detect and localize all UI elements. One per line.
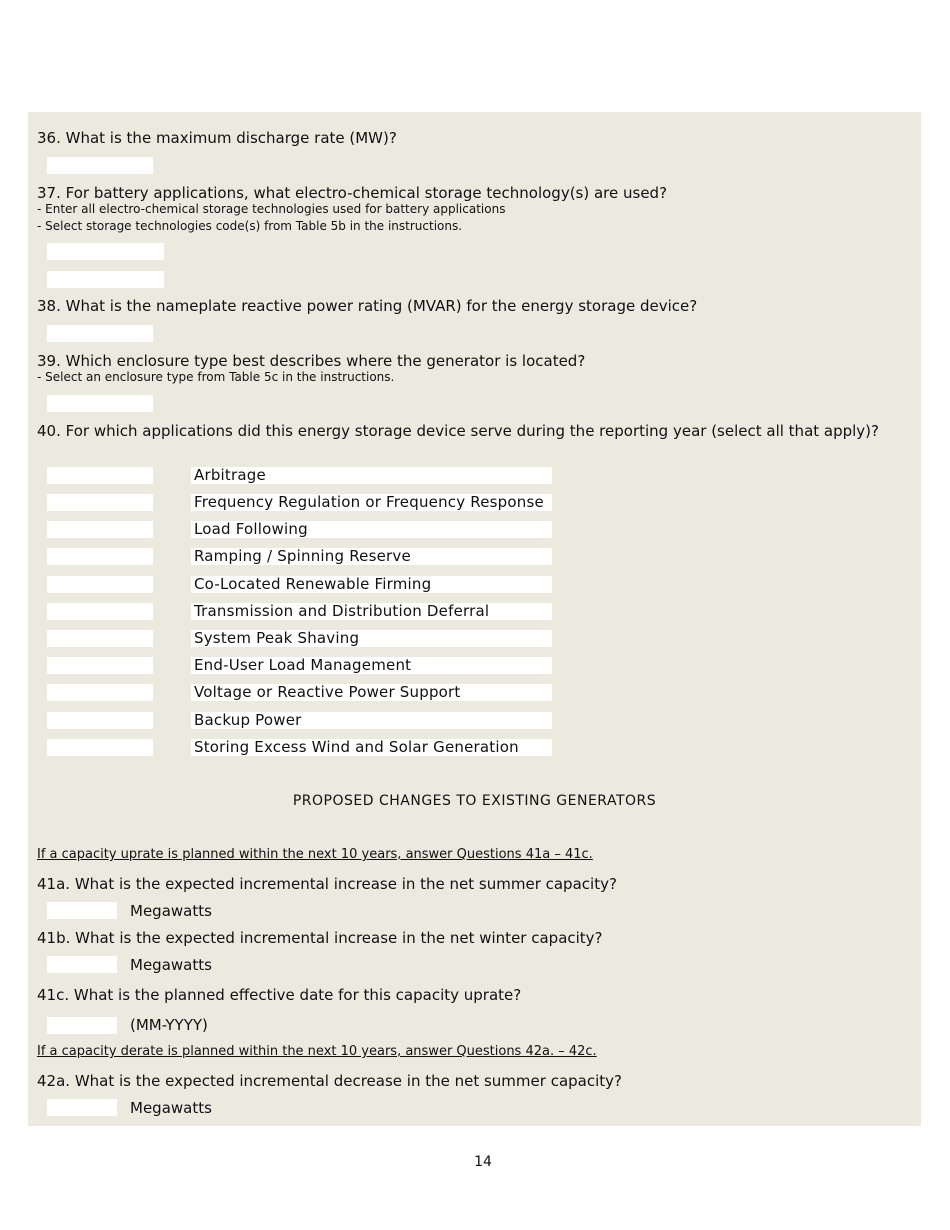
option-checkbox-arbitrage[interactable] [47,467,153,484]
q41c-input[interactable] [47,1017,117,1034]
option-label: End-User Load Management [191,657,552,674]
option-label: Frequency Regulation or Frequency Response [191,494,552,511]
option-checkbox-frequency-regulation[interactable] [47,494,153,511]
q38-input[interactable] [47,325,153,342]
q41c-unit: (MM-YYYY) [130,1016,208,1034]
option-label: Storing Excess Wind and Solar Generation [191,739,552,756]
question-41c: 41c. What is the planned effective date for this capacity uprate? [37,986,522,1004]
option-label: Load Following [191,521,552,538]
q41b-unit: Megawatts [130,956,212,974]
question-41b: 41b. What is the expected incremental increase in the net winter capacity? [37,929,603,947]
page-number: 14 [474,1154,492,1170]
option-label: Arbitrage [191,467,552,484]
option-checkbox-renewable-firming[interactable] [47,576,153,593]
q41a-input[interactable] [47,902,117,919]
option-checkbox-load-following[interactable] [47,521,153,538]
derate-instruction: If a capacity derate is planned within the next 10 years, answer Questions 42a. – 42c. [37,1044,597,1059]
option-label: Transmission and Distribution Deferral [191,603,552,620]
option-checkbox-peak-shaving[interactable] [47,630,153,647]
option-checkbox-td-deferral[interactable] [47,603,153,620]
q39-note-1: - Select an enclosure type from Table 5c in the instructions. [37,370,395,384]
section-heading: PROPOSED CHANGES TO EXISTING GENERATORS [292,793,657,809]
question-41a: 41a. What is the expected incremental increase in the net summer capacity? [37,875,617,893]
q42a-input[interactable] [47,1099,117,1116]
question-42a: 42a. What is the expected incremental decrease in the net summer capacity? [37,1072,622,1090]
uprate-instruction: If a capacity uprate is planned within the next 10 years, answer Questions 41a – 41c. [37,847,593,862]
option-label: System Peak Shaving [191,630,552,647]
option-label: Co-Located Renewable Firming [191,576,552,593]
question-38: 38. What is the nameplate reactive power rating (MVAR) for the energy storage device? [37,297,698,315]
q37-note-2: - Select storage technologies code(s) from Table 5b in the instructions. [37,219,463,233]
form-panel [28,112,921,1126]
q37-input-2[interactable] [47,271,164,288]
q41a-unit: Megawatts [130,902,212,920]
option-checkbox-voltage-support[interactable] [47,684,153,701]
option-label: Backup Power [191,712,552,729]
q37-input-1[interactable] [47,243,164,260]
question-37: 37. For battery applications, what electro-chemical storage technology(s) are used? [37,184,668,202]
option-checkbox-storing-excess[interactable] [47,739,153,756]
q41b-input[interactable] [47,956,117,973]
question-39: 39. Which enclosure type best describes where the generator is located? [37,352,586,370]
q37-note-1: - Enter all electro-chemical storage technologies used for battery applications [37,202,506,216]
q36-input[interactable] [47,157,153,174]
option-label: Voltage or Reactive Power Support [191,684,552,701]
option-checkbox-end-user-load[interactable] [47,657,153,674]
question-40: 40. For which applications did this energy storage device serve during the reporting year (select all that apply)? [37,422,879,440]
question-36: 36. What is the maximum discharge rate (MW)? [37,129,397,147]
q42a-unit: Megawatts [130,1099,212,1117]
option-label: Ramping / Spinning Reserve [191,548,552,565]
option-checkbox-ramping[interactable] [47,548,153,565]
q39-input[interactable] [47,395,153,412]
option-checkbox-backup-power[interactable] [47,712,153,729]
